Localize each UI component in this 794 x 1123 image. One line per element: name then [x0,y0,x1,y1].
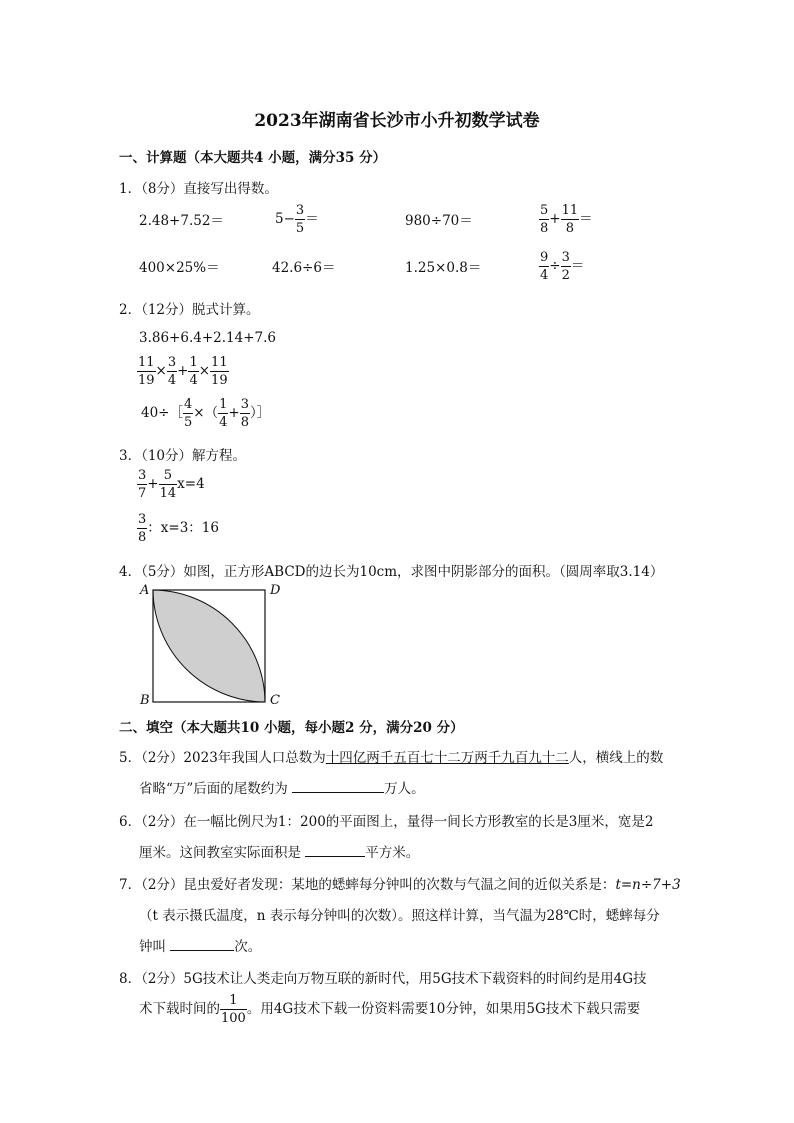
page-title: 2023年湖南省长沙市小升初数学试卷 [254,111,540,131]
expr-1-4: $\frac{5}{8}$ + $\frac{11}{8}$ ＝ [540,203,593,236]
expr-2-2: 42.6÷6＝ [272,260,336,276]
expr-1-3: 980÷70＝ [405,213,473,229]
formula: t=n÷7+3 [615,877,681,893]
section-heading-2: 二、填空（本大题共10 小题，每小题2 分，满分20 分） [119,720,464,736]
expr-2-1: 400×25%＝ [139,260,220,276]
vertex-label-a: A [140,583,150,598]
expr-2-4: $\frac{9}{4}$ ÷ $\frac{3}{2}$ ＝ [540,250,585,283]
question-5-line-2: 省略“万”后面的尾数约为 万人。 [139,781,425,797]
question-1 [119,177,278,197]
question-text: （12分）脱式计算。 [141,302,260,318]
fraction: $\frac{5}{8}$ [540,203,549,236]
question-7-line-2: （t 表示摄氏温度，n 表示每分钟叫的次数）。照这样计算，当气温为28℃时，蟋蟀每分 [139,908,660,924]
answer-blank[interactable] [170,938,234,951]
underlined-number-words: 十四亿两千五百七十二万两千九百九十二 [325,750,569,766]
fraction: $\frac{1}{4}$ [189,355,198,388]
fraction: $\frac{3}{8}$ [138,512,147,545]
question-8-line-1: 8．（2分）5G技术让人类走向万物互联的新时代，用5G技术下载资料的时间约是用4G技 [119,971,647,987]
expr-q2-3: 40÷［ $\frac{4}{5}$ ×（ $\frac{1}{4}$ + $\frac{3}{8}$ ）］ [141,397,271,430]
question-2 [119,298,260,318]
question-text: （10分）解方程。 [141,448,247,464]
answer-blank[interactable] [292,780,384,793]
expr-1-1: 2.48+7.52＝ [139,213,224,229]
expr-q2-2: $\frac{11}{19}$ × $\frac{3}{4}$ + $\frac{1}{4}$ × $\frac{11}{19}$ [138,355,228,388]
vertex-label-d: D [270,583,281,598]
shaded-leaf-region [153,590,265,702]
question-number: 4． [119,564,142,580]
fraction: $\frac{3}{4}$ [167,355,177,388]
fraction: $\frac{5}{14}$ [159,468,177,501]
question-6-line-2: 厘米。这间教室实际面积是 平方米。 [139,845,420,861]
expr-1-2 [275,204,319,235]
fraction: $\frac{1}{4}$ [219,397,228,430]
equation-2: $\frac{3}{8}$ ：x=3：16 [138,512,219,545]
equation-1: $\frac{3}{7}$ + $\frac{5}{14}$ x=4 [138,468,205,501]
question-number: 7． [119,877,142,893]
question-number: 1． [119,181,142,197]
fraction: $\frac{11}{19}$ [138,355,155,388]
fraction: $\frac{4}{5}$ [184,397,193,430]
question-5-line-1: 5．（2分）2023年我国人口总数为十四亿两千五百七十二万两千九百九十二人，横线上的数 [119,750,664,766]
fraction: $\frac{11}{8}$ [561,203,579,236]
question-8-line-2: 术下载时间的 $\frac{1}{100}$ 。用4G技术下载一份资料需要10分钟，如果用5G技术下载只需要 [139,993,641,1026]
question-number: 6． [119,814,142,830]
fraction: $\frac{11}{19}$ [211,355,228,388]
question-7-line-1: 7．（2分）昆虫爱好者发现：某地的蟋蟀每分钟叫的次数与气温之间的近似关系是：t=n÷7+3 [119,877,681,893]
fraction: $\frac{3}{5}$ [295,203,305,236]
question-text: （5分）如图，正方形ABCD的边长为10cm，求图中阴影部分的面积。（圆周率取3.14） [141,564,664,580]
expr-text: 5− [275,211,295,227]
question-6-line-1: 6．（2分）在一幅比例尺为1：200的平面图上，量得一间长方形教室的长是3厘米，宽是2 [119,814,654,830]
expr-q2-1: 3.86+6.4+2.14+7.6 [139,330,276,346]
fraction: $\frac{3}{7}$ [138,468,147,501]
fraction: $\frac{1}{100}$ [221,993,246,1026]
question-text: （8分）直接写出得数。 [141,181,278,197]
vertex-label-b: B [140,693,150,708]
question-number: 2． [119,302,142,318]
fraction: $\frac{9}{4}$ [540,250,549,283]
question-number: 3． [119,448,142,464]
fraction: $\frac{3}{8}$ [240,397,249,430]
expr-text: ＝ [305,211,319,227]
vertex-label-c: C [270,693,280,708]
question-3 [119,444,246,464]
answer-blank[interactable] [305,844,365,857]
expr-2-3: 1.25×0.8＝ [405,260,482,276]
section-heading-1: 一、计算题（本大题共4 小题，满分35 分） [119,150,387,166]
question-4 [119,560,663,580]
question-number: 5． [119,750,142,766]
fraction: $\frac{3}{2}$ [561,250,570,283]
question-7-line-3: 钟叫 次。 [139,939,262,955]
question-number: 8． [119,971,142,987]
